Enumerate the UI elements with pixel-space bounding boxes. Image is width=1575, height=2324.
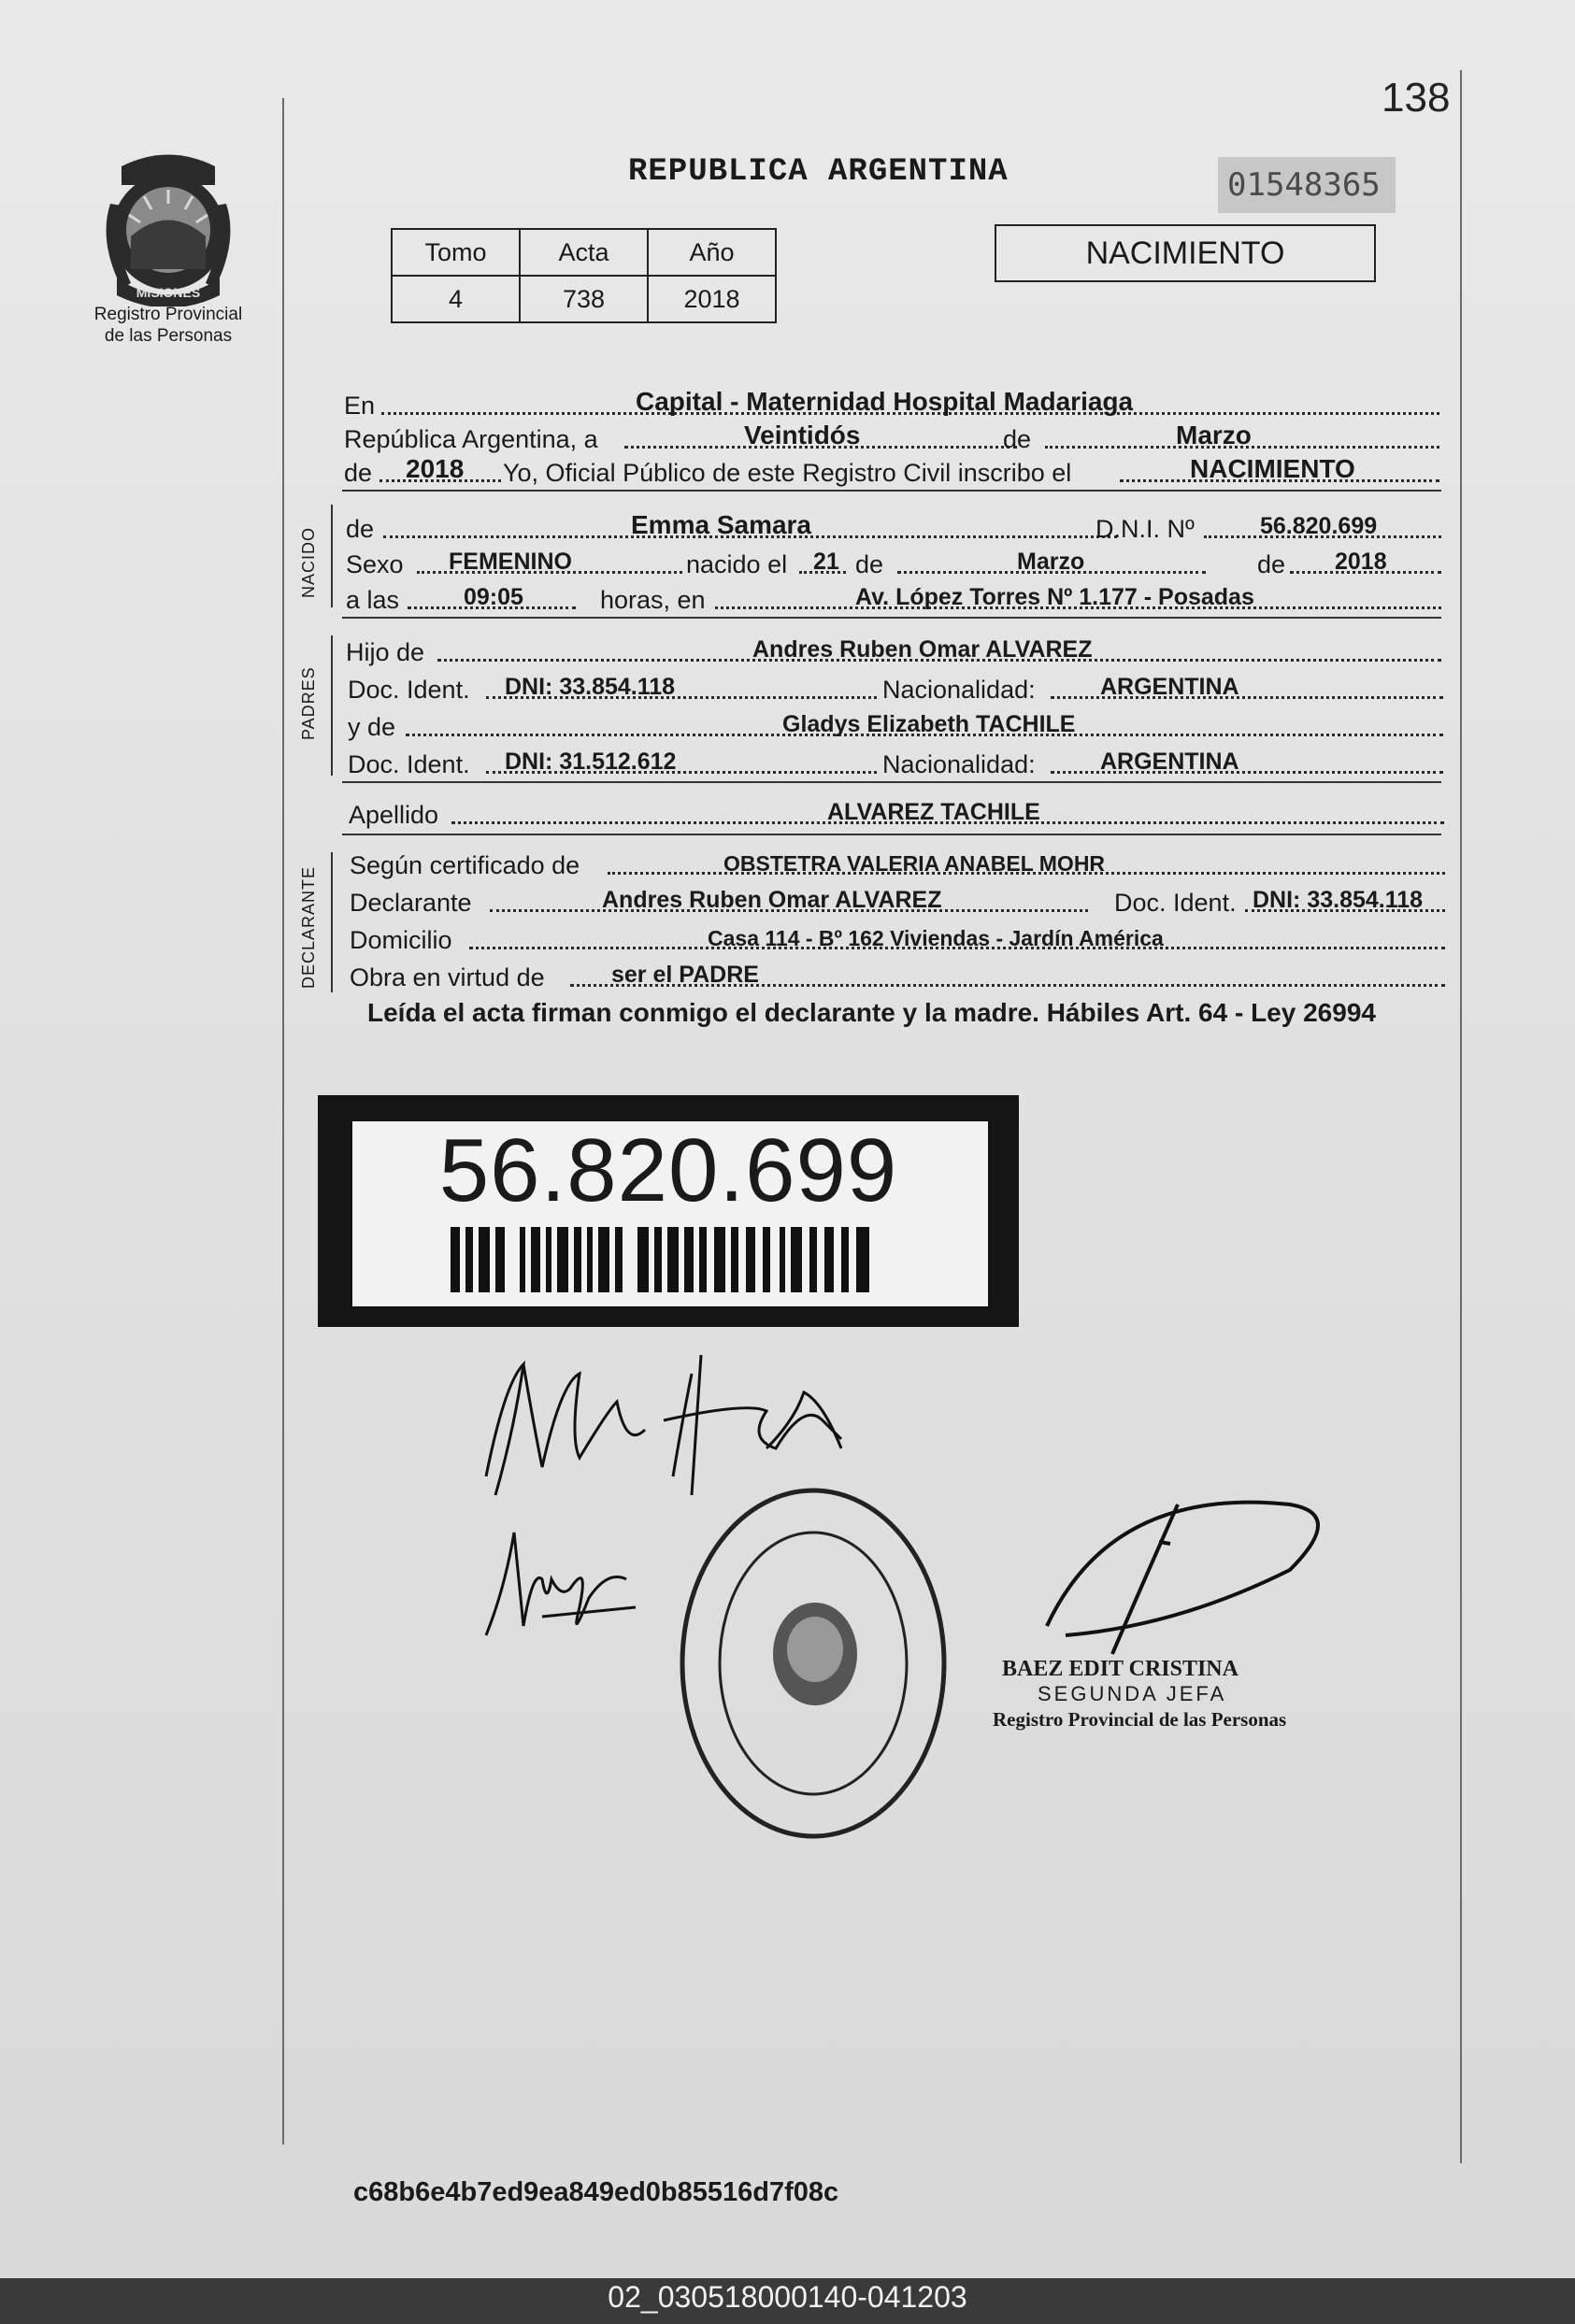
birth-year-value: 2018: [1335, 549, 1387, 575]
obra-label: Obra en virtud de: [350, 963, 545, 991]
nacido-side-label: NACIDO: [299, 526, 318, 598]
year-value: 2018: [406, 454, 465, 483]
mother-signature: [486, 1533, 636, 1635]
de-label: de: [1003, 425, 1032, 453]
form-line-mother: [348, 703, 1443, 742]
apellido-value: ALVAREZ TACHILE: [827, 799, 1040, 825]
declarante-value: Andres Ruben Omar ALVAREZ: [602, 887, 942, 913]
form-line-apellido: [349, 791, 1444, 830]
table-value-acta: 738: [520, 276, 648, 322]
registry-caption-line-1: Registro Provincial: [93, 305, 243, 324]
father-name-value: Andres Ruben Omar ALVAREZ: [752, 636, 1093, 663]
form-line-address: [350, 916, 1445, 955]
obra-value: ser el PADRE: [611, 962, 759, 988]
en-label: En: [344, 392, 376, 420]
dni-label-number: 56.820.699: [438, 1120, 898, 1220]
country-title: REPUBLICA ARGENTINA: [628, 154, 1009, 190]
signatures-area: [467, 1346, 1327, 1850]
right-margin-rule: [1460, 70, 1462, 2163]
decl-doc-label: Doc. Ident.: [1114, 889, 1237, 917]
birth-day-value: 21: [813, 549, 839, 575]
y-de-label: y de: [348, 713, 396, 741]
nacido-label: nacido el: [686, 550, 788, 578]
declarante-side-label: DECLARANTE: [299, 865, 318, 989]
form-line-declarant: [350, 878, 1445, 918]
dni-label: D.N.I. Nº: [1095, 515, 1195, 543]
barcode-icon: [451, 1227, 871, 1292]
mother-doc-label: Doc. Ident.: [348, 750, 470, 778]
table-header-tomo: Tomo: [392, 229, 520, 276]
registry-caption: [65, 304, 271, 347]
place-value: Capital - Maternidad Hospital Madariaga: [636, 387, 1134, 416]
hijo-de-label: Hijo de: [346, 638, 425, 666]
form-line-father: [346, 628, 1441, 667]
horas-label: horas, en: [600, 586, 706, 614]
declarant-signature: [486, 1355, 841, 1495]
a-las-label: a las: [346, 586, 400, 614]
official-name: BAEZ EDIT CRISTINA: [1002, 1657, 1239, 1681]
official-seal-icon: [682, 1490, 944, 1836]
father-doc-label: Doc. Ident.: [348, 676, 470, 704]
table-header-acta: Acta: [520, 229, 648, 276]
apellido-label: Apellido: [349, 801, 439, 829]
registry-caption-line-2: de las Personas: [104, 326, 233, 346]
form-line-father-doc: [348, 665, 1443, 705]
record-table: [391, 228, 777, 323]
mother-doc-value: DNI: 31.512.612: [505, 749, 677, 775]
scan-reference: 02_030518000140-041203: [608, 2280, 967, 2314]
table-header-ano: Año: [648, 229, 776, 276]
domicilio-value: Casa 114 - Bº 162 Viviendas - Jardín América: [708, 926, 1164, 950]
form-line-officer: [344, 449, 1439, 488]
father-doc-value: DNI: 33.854.118: [505, 674, 676, 700]
document-hash: c68b6e4b7ed9ea849ed0b85516d7f08c: [353, 2177, 839, 2207]
republica-label: República Argentina, a: [344, 425, 598, 453]
birth-de2-label: de: [1257, 550, 1286, 578]
crest-label: MISIONES: [136, 285, 201, 300]
cert-value: OBSTETRA VALERIA ANABEL MOHR: [723, 851, 1106, 876]
declarante-label: Declarante: [350, 889, 472, 917]
form-line-mother-doc: [348, 740, 1443, 779]
form-line-sex: [346, 540, 1441, 579]
child-name-value: Emma Samara: [631, 510, 812, 539]
form-line-time: [346, 576, 1441, 615]
officer-text: Yo, Oficial Público de este Registro Civil inscribo el: [503, 459, 1072, 487]
mother-nat-label: Nacionalidad:: [882, 750, 1036, 778]
child-dni-value: 56.820.699: [1260, 513, 1378, 539]
birth-place-value: Av. López Torres Nº 1.177 - Posadas: [855, 584, 1254, 610]
form-line-obra: [350, 953, 1445, 992]
decl-doc-value: DNI: 33.854.118: [1253, 887, 1424, 913]
closing-statement: Leída el acta firman conmigo el declarante y la madre. Hábiles Art. 64 - Ley 26994: [367, 998, 1376, 1027]
mother-nat-value: ARGENTINA: [1100, 749, 1239, 775]
form-line-certificate: [350, 841, 1445, 880]
father-nat-label: Nacionalidad:: [882, 676, 1036, 704]
day-value: Veintidós: [744, 421, 861, 449]
table-value-ano: 2018: [648, 276, 776, 322]
sexo-label: Sexo: [346, 550, 404, 578]
padres-side-label: PADRES: [299, 666, 318, 740]
cert-label: Según certificado de: [350, 851, 580, 879]
official-office: Registro Provincial de las Personas: [993, 1708, 1287, 1731]
name-de-label: de: [346, 515, 375, 543]
serial-stamp: 01548365: [1218, 157, 1396, 213]
province-crest-icon: [93, 148, 243, 307]
official-title: SEGUNDA JEFA: [1038, 1682, 1227, 1705]
page-number: 138: [1382, 75, 1451, 121]
month-value: Marzo: [1176, 421, 1252, 449]
mother-name-value: Gladys Elizabeth TACHILE: [782, 711, 1076, 737]
inscribe-value: NACIMIENTO: [1190, 454, 1355, 483]
form-line-name: [346, 505, 1441, 544]
record-type-box: NACIMIENTO: [995, 224, 1376, 282]
table-value-tomo: 4: [392, 276, 520, 322]
official-signature: [1047, 1503, 1318, 1654]
birth-month-value: Marzo: [1017, 549, 1085, 575]
sexo-value: FEMENINO: [449, 549, 572, 575]
year-de-label: de: [344, 459, 373, 487]
domicilio-label: Domicilio: [350, 926, 452, 954]
father-nat-value: ARGENTINA: [1100, 674, 1239, 700]
hour-value: 09:05: [464, 584, 523, 610]
birth-de1-label: de: [855, 550, 884, 578]
left-margin-rule: [282, 98, 284, 2145]
